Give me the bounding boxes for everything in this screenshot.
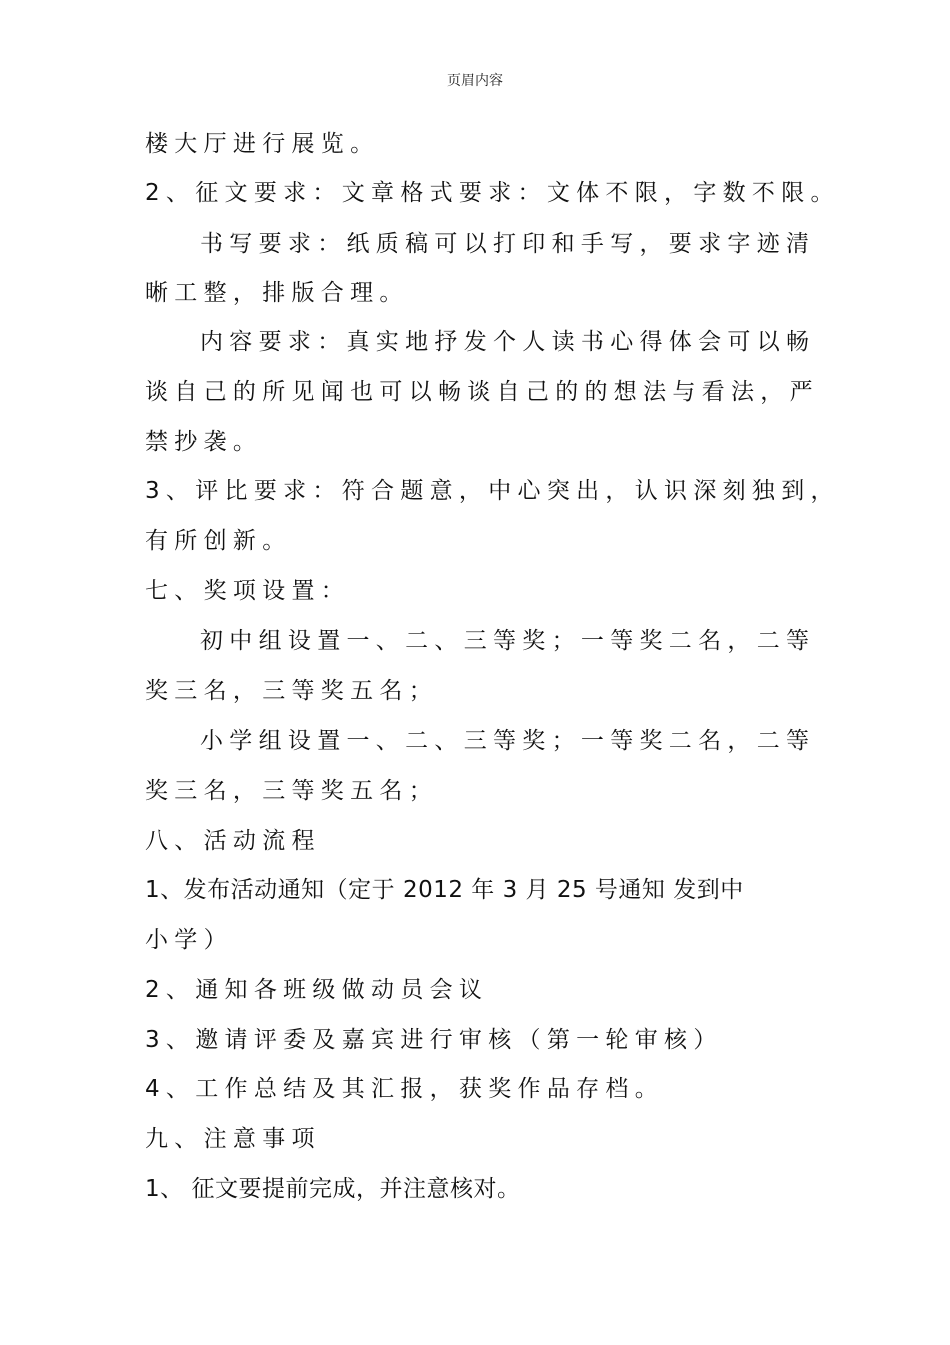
body-line: 1、发布活动通知（定于 2012 年 3 月 25 号通知 发到中 — [145, 877, 744, 903]
body-line: 4、工作总结及其汇报，获奖作品存档。 — [145, 1076, 665, 1102]
section-heading: 八、活动流程 — [145, 828, 321, 854]
body-line: 书写要求：纸质稿可以打印和手写，要求字迹清 — [200, 231, 816, 257]
body-line: 晰工整，排版合理。 — [145, 280, 409, 306]
page-header: 页眉内容 — [447, 73, 503, 89]
body-line: 初中组设置一、二、三等奖；一等奖二名，二等 — [200, 628, 816, 654]
body-line: 3、邀请评委及嘉宾进行审核（第一轮审核） — [145, 1027, 723, 1053]
body-line: 谈自己的所见闻也可以畅谈自己的的想法与看法，严 — [145, 379, 819, 405]
body-line: 1、 征文要提前完成，并注意核对。 — [145, 1176, 521, 1202]
body-line: 楼大厅进行展览。 — [145, 131, 380, 157]
body-line: 内容要求：真实地抒发个人读书心得体会可以畅 — [200, 329, 816, 355]
section-heading: 九、注意事项 — [145, 1126, 321, 1152]
body-line: 2、通知各班级做动员会议 — [145, 977, 489, 1003]
body-line: 奖三名，三等奖五名； — [145, 678, 438, 704]
body-line: 3、评比要求：符合题意，中心突出，认识深刻独到， — [145, 478, 840, 504]
body-line: 2、征文要求：文章格式要求：文体不限，字数不限。 — [145, 180, 840, 206]
body-line: 小学组设置一、二、三等奖；一等奖二名，二等 — [200, 728, 816, 754]
body-line: 有所创新。 — [145, 528, 292, 554]
body-line: 小学） — [145, 927, 233, 953]
body-line: 禁抄袭。 — [145, 429, 263, 455]
body-line: 奖三名，三等奖五名； — [145, 778, 438, 804]
section-heading: 七、奖项设置： — [145, 578, 351, 604]
